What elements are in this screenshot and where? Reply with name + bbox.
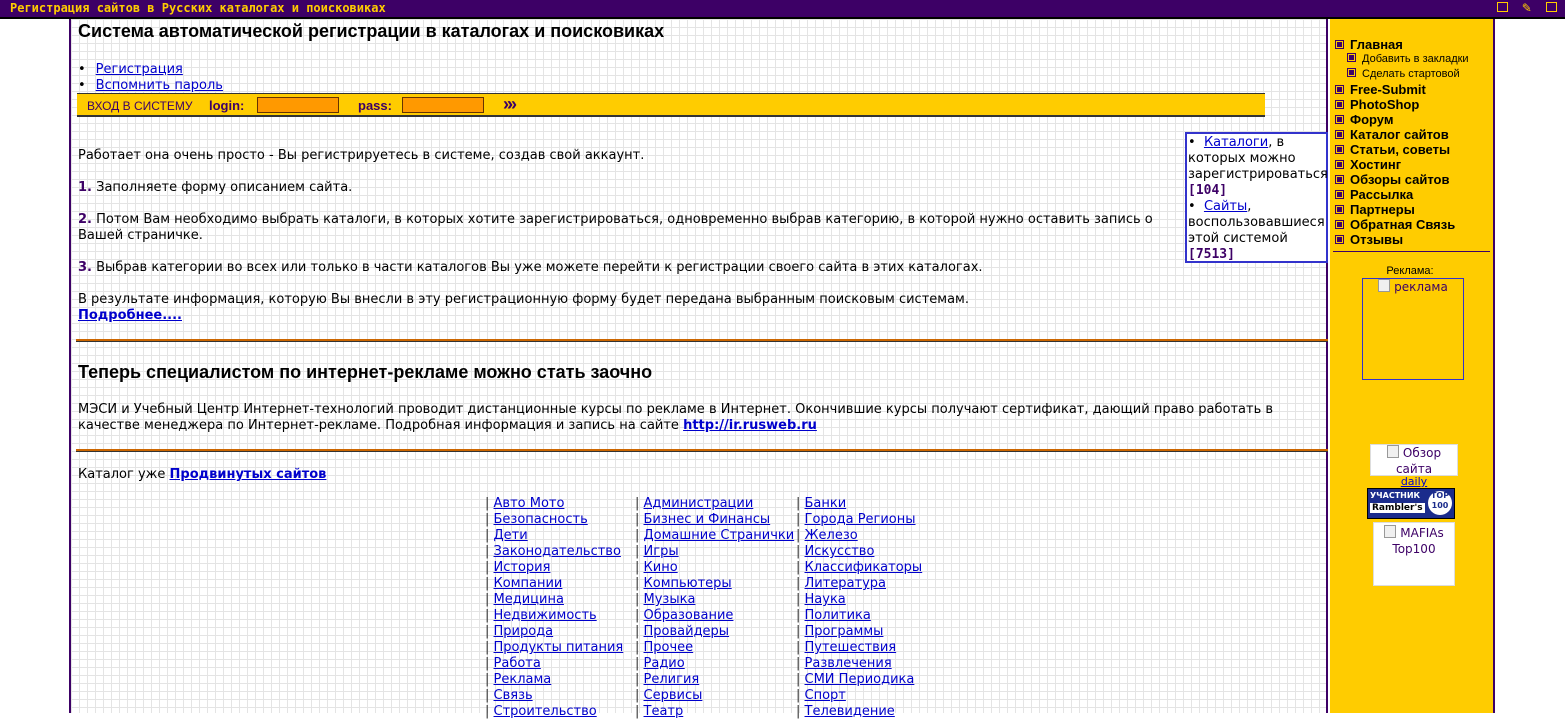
category-item — [635, 672, 794, 688]
category-link[interactable]: Сервисы — [643, 688, 703, 703]
section-title: Теперь специалистом по интернет-рекламе можно стать заочно — [78, 362, 653, 382]
category-item — [485, 608, 623, 624]
category-link[interactable]: Радио — [643, 656, 685, 671]
category-item — [796, 544, 922, 560]
category-link[interactable]: Природа — [493, 624, 554, 639]
login-submit-icon[interactable]: »» — [503, 94, 512, 114]
bullet-icon — [1335, 205, 1344, 214]
sidebar-menu-item[interactable]: PhotoShop — [1335, 97, 1469, 112]
sites-count: [7513] — [1188, 247, 1235, 262]
login-bar — [77, 93, 1265, 117]
sidebar-menu-item[interactable]: Обратная Связь — [1335, 217, 1469, 232]
catalog-intro: Каталог уже Продвинутых сайтов — [78, 467, 327, 482]
stats-catalogs: • Каталоги, в которых можно зарегистрироваться [104] — [1188, 135, 1328, 198]
sidebar-menu-item[interactable]: Статьи, советы — [1335, 142, 1469, 157]
register-link[interactable]: Регистрация — [95, 62, 183, 77]
broken-image-icon — [1384, 525, 1396, 538]
bullet-icon — [1335, 220, 1344, 229]
category-link[interactable]: Спорт — [804, 688, 846, 703]
category-link[interactable]: Реклама — [493, 672, 552, 687]
divider — [76, 449, 1328, 452]
sidebar-menu-item[interactable]: Добавить в закладки — [1335, 52, 1469, 67]
category-item — [796, 704, 922, 720]
category-link[interactable]: Искусство — [804, 544, 875, 559]
category-item — [485, 704, 623, 720]
category-item — [796, 640, 922, 656]
category-item — [485, 544, 623, 560]
category-link[interactable]: Классификаторы — [804, 560, 923, 575]
category-link[interactable]: Развлечения — [804, 656, 892, 671]
step-1: 1. Заполняете форму описанием сайта. — [78, 180, 353, 195]
bullet-icon — [1335, 85, 1344, 94]
bullet-icon — [1335, 235, 1344, 244]
category-item — [485, 576, 623, 592]
bullet-icon — [1335, 145, 1344, 154]
stats-box — [1185, 132, 1328, 263]
category-link[interactable]: Банки — [804, 496, 847, 511]
category-column — [796, 496, 922, 720]
category-item — [485, 656, 623, 672]
category-link[interactable]: Домашние Странички — [643, 528, 795, 543]
bullet-icon — [1335, 175, 1344, 184]
top-icons — [1487, 1, 1557, 15]
advanced-sites-link[interactable]: Продвинутых сайтов — [169, 467, 327, 482]
category-link[interactable]: Театр — [643, 704, 684, 719]
catalogs-count: [104] — [1188, 183, 1228, 198]
category-item — [635, 688, 794, 704]
category-item — [635, 544, 794, 560]
category-link[interactable]: Продукты питания — [493, 640, 624, 655]
category-item — [796, 496, 922, 512]
password-input[interactable] — [402, 97, 484, 113]
rusweb-link[interactable]: http://ir.rusweb.ru — [683, 418, 817, 433]
catalogs-link[interactable]: Каталоги — [1203, 135, 1269, 150]
step-2: 2. Потом Вам необходимо выбрать каталоги, в которых хотите зарегистрироваться, одновременно выбрав категорию, в которой нужно оставить запись о Вашей страничке. — [78, 212, 1153, 243]
category-item — [485, 528, 623, 544]
password-label: pass: — [358, 98, 392, 113]
category-link[interactable]: Литература — [804, 576, 887, 591]
top-bar — [0, 0, 1565, 19]
category-link[interactable]: Законодательство — [493, 544, 621, 559]
bullet-icon — [1335, 190, 1344, 199]
sidebar — [1330, 19, 1495, 713]
sidebar-menu-item[interactable]: Рассылка — [1335, 187, 1469, 202]
sidebar-menu-item[interactable]: Free-Submit — [1335, 82, 1469, 97]
ad-banner[interactable]: реклама — [1362, 278, 1464, 380]
category-item — [796, 560, 922, 576]
category-link[interactable]: СМИ Периодика — [804, 672, 915, 687]
category-link[interactable]: Авто Мото — [493, 496, 565, 511]
divider — [76, 339, 1328, 342]
window-icon[interactable] — [1546, 2, 1557, 12]
site-title: Регистрация сайтов в Русских каталогах и поисковиках — [10, 1, 386, 15]
category-link[interactable]: Путешествия — [804, 640, 897, 655]
category-item — [796, 656, 922, 672]
page-title: Система автоматической регистрации в каталогах и поисковиках — [78, 21, 665, 41]
bullet-icon — [1335, 40, 1344, 49]
broken-image-icon — [1387, 445, 1399, 458]
category-item — [635, 496, 794, 512]
bullet-icon — [1347, 68, 1356, 77]
daily-link[interactable]: daily — [1400, 475, 1428, 488]
category-item — [635, 576, 794, 592]
category-link[interactable]: Работа — [493, 656, 541, 671]
category-item — [485, 672, 623, 688]
account-links — [78, 62, 223, 94]
category-item — [485, 512, 623, 528]
bullet-icon — [1335, 115, 1344, 124]
category-item — [485, 624, 623, 640]
sidebar-menu — [1335, 37, 1469, 247]
category-link[interactable]: Медицина — [493, 592, 564, 607]
sites-link[interactable]: Сайты — [1203, 199, 1248, 214]
category-link[interactable]: Администрации — [643, 496, 754, 511]
category-link[interactable]: Музыка — [643, 592, 696, 607]
category-item — [635, 656, 794, 672]
category-item — [796, 608, 922, 624]
category-item — [485, 592, 623, 608]
category-link[interactable]: Наука — [804, 592, 846, 607]
category-item — [635, 704, 794, 720]
login-heading: ВХОД В СИСТЕМУ — [87, 99, 193, 113]
sidebar-menu-item[interactable]: Партнеры — [1335, 202, 1469, 217]
sidebar-divider — [1333, 251, 1490, 252]
category-item — [796, 576, 922, 592]
category-link[interactable]: Дети — [493, 528, 528, 543]
category-link[interactable]: Связь — [493, 688, 533, 703]
category-link[interactable]: Города Регионы — [804, 512, 916, 527]
more-link[interactable]: Подробнее.... — [78, 308, 182, 323]
category-link[interactable]: Компьютеры — [643, 576, 732, 591]
category-item — [796, 688, 922, 704]
sidebar-menu-item[interactable]: Каталог сайтов — [1335, 127, 1469, 142]
category-link[interactable]: Бизнес и Финансы — [643, 512, 771, 527]
category-link[interactable]: Телевидение — [804, 704, 895, 719]
bullet-icon — [1347, 53, 1356, 62]
category-link[interactable]: Религия — [643, 672, 700, 687]
category-item — [635, 592, 794, 608]
category-item — [635, 512, 794, 528]
category-item — [796, 528, 922, 544]
category-link[interactable]: История — [493, 560, 551, 575]
login-label: login: — [209, 98, 245, 113]
category-link[interactable]: Программы — [804, 624, 884, 639]
category-item — [485, 640, 623, 656]
sidebar-menu-item[interactable]: Главная — [1335, 37, 1469, 52]
category-item — [796, 512, 922, 528]
intro-text: Работает она очень просто - Вы регистрируетесь в системе, создав свой аккаунт. — [78, 148, 645, 163]
broken-image-icon — [1378, 279, 1390, 292]
sidebar-menu-item[interactable]: Форум — [1335, 112, 1469, 127]
category-link[interactable]: Кино — [643, 560, 678, 575]
section-text: МЭСИ и Учебный Центр Интернет-технологий проводит дистанционные курсы по рекламе в Интернет. Окончившие курсы получают сертификат, дающий право работать в качестве менеджера по Интернет-рекламе. Подробная информация и запись на сайте http://ir.rusweb.ru — [78, 402, 1274, 433]
remind-password-link[interactable]: Вспомнить пароль — [95, 78, 223, 93]
review-badge[interactable]: Обзор сайта — [1370, 444, 1458, 476]
step-3: 3. Выбрав категории во всех или только в части каталогов Вы уже можете перейти к регистрации своего сайта в этих каталогах. — [78, 260, 983, 275]
category-column — [485, 496, 623, 720]
category-item — [635, 640, 794, 656]
bullet-icon — [1335, 160, 1344, 169]
category-link[interactable]: Образование — [643, 608, 734, 623]
category-item — [635, 608, 794, 624]
rambler-top100-badge[interactable]: УЧАСТНИК Rambler's TOP 100 — [1367, 488, 1455, 519]
sidebar-menu-item[interactable]: Обзоры сайтов — [1335, 172, 1469, 187]
category-item — [796, 624, 922, 640]
home-icon[interactable] — [1497, 2, 1508, 12]
category-link[interactable]: Провайдеры — [643, 624, 730, 639]
category-item — [635, 560, 794, 576]
sidebar-menu-item[interactable]: Отзывы — [1335, 232, 1469, 247]
bullet-icon — [1335, 130, 1344, 139]
edit-icon[interactable]: ✎ — [1521, 1, 1532, 15]
category-item — [485, 496, 623, 512]
category-link[interactable]: Строительство — [493, 704, 597, 719]
mafia-top100-badge[interactable]: MAFIAs Top100 — [1373, 522, 1455, 586]
category-link[interactable]: Компании — [493, 576, 563, 591]
category-item — [635, 528, 794, 544]
category-link[interactable]: Железо — [804, 528, 858, 543]
category-link[interactable]: Безопасность — [493, 512, 588, 527]
category-link[interactable]: Недвижимость — [493, 608, 597, 623]
ad-label: Реклама: — [1386, 265, 1434, 277]
category-link[interactable]: Игры — [643, 544, 679, 559]
sidebar-menu-item[interactable]: Сделать стартовой — [1335, 67, 1469, 82]
bullet-icon — [1335, 100, 1344, 109]
category-item — [796, 592, 922, 608]
category-item — [485, 560, 623, 576]
category-column — [635, 496, 794, 720]
category-item — [485, 688, 623, 704]
main-content — [69, 19, 1328, 719]
stats-sites: • Сайты, воспользовавшиеся этой системой [7513] — [1188, 199, 1325, 262]
result-text: В результате информация, которую Вы внесли в эту регистрационную форму будет передана выбранным поисковым системам. Подробнее.... — [78, 292, 969, 323]
category-item — [635, 624, 794, 640]
category-link[interactable]: Политика — [804, 608, 871, 623]
category-item — [796, 672, 922, 688]
category-link[interactable]: Прочее — [643, 640, 694, 655]
sidebar-menu-item[interactable]: Хостинг — [1335, 157, 1469, 172]
login-input[interactable] — [257, 97, 339, 113]
